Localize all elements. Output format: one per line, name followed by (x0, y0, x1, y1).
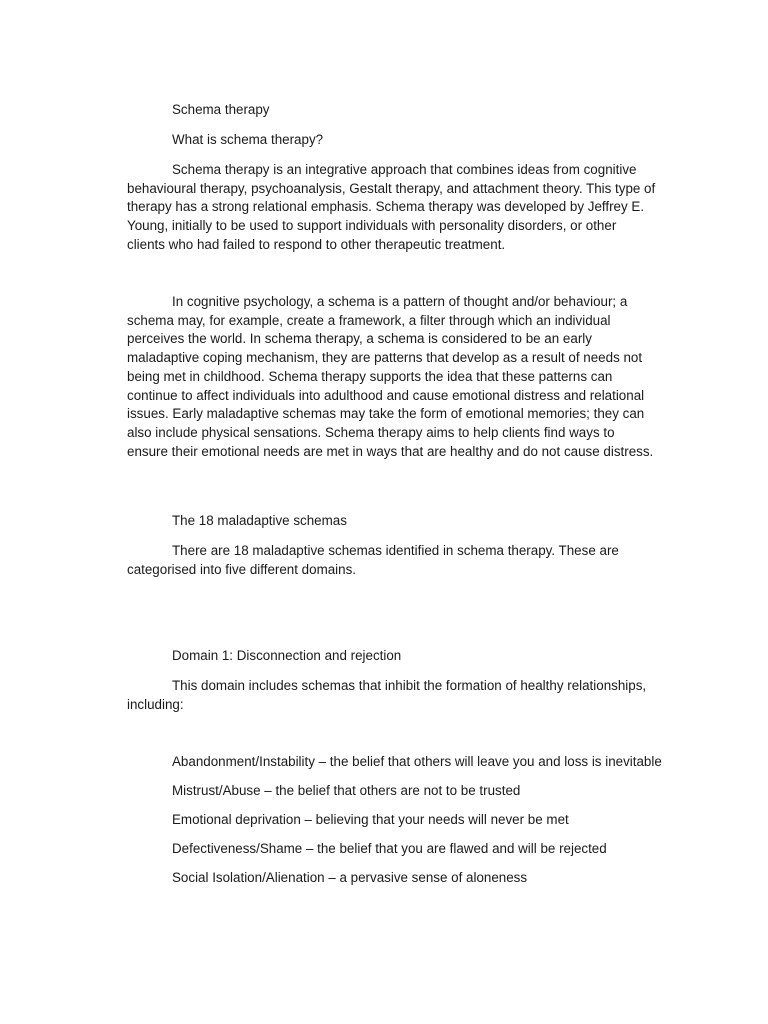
schema-definition-paragraph: In cognitive psychology, a schema is a pattern of thought and/or behaviour; a schema may, for example, create a framework, a filter through which an individual perceives the world. In schema therapy, a schema is considered to be an early maladaptive coping mechanism, they are patterns that develop as a result of needs not being met in childhood. Schema therapy supports the idea that these patterns can continue to affect individuals into adulthood and cause emotional distress and relational issues. Early maladaptive schemas may take the form of emotional memories; they can also include physical sensations. Schema therapy aims to help clients find ways to ensure their emotional needs are met in ways that are healthy and do not cause distress. (127, 294, 654, 459)
intro-paragraph: Schema therapy is an integrative approach that combines ideas from cognitive behavioural therapy, psychoanalysis, Gestalt therapy, and attachment theory. This type of therapy has a strong relational emphasis. Schema therapy was developed by Jeffrey E. Young, initially to be used to support individuals with personality disorders, or other clients who had failed to respond to other therapeutic treatment. (127, 162, 656, 252)
document-title: Schema therapy (172, 102, 270, 117)
list-item: Emotional deprivation – believing that your needs will never be met (172, 812, 569, 827)
list-item: Defectiveness/Shame – the belief that you are flawed and will be rejected (172, 841, 607, 856)
list-item: Abandonment/Instability – the belief that others will leave you and loss is inevitable (172, 754, 662, 769)
schemas-paragraph: There are 18 maladaptive schemas identified in schema therapy. These are categorised into five different domains. (127, 543, 619, 577)
list-item: Social Isolation/Alienation – a pervasive sense of aloneness (172, 870, 528, 885)
schemas-heading: The 18 maladaptive schemas (172, 513, 347, 528)
list-item: Mistrust/Abuse – the belief that others are not to be trusted (172, 783, 521, 798)
domain1-heading: Domain 1: Disconnection and rejection (172, 648, 402, 663)
domain1-paragraph: This domain includes schemas that inhibit the formation of healthy relationships, including: (127, 678, 647, 712)
question-heading: What is schema therapy? (172, 132, 324, 147)
